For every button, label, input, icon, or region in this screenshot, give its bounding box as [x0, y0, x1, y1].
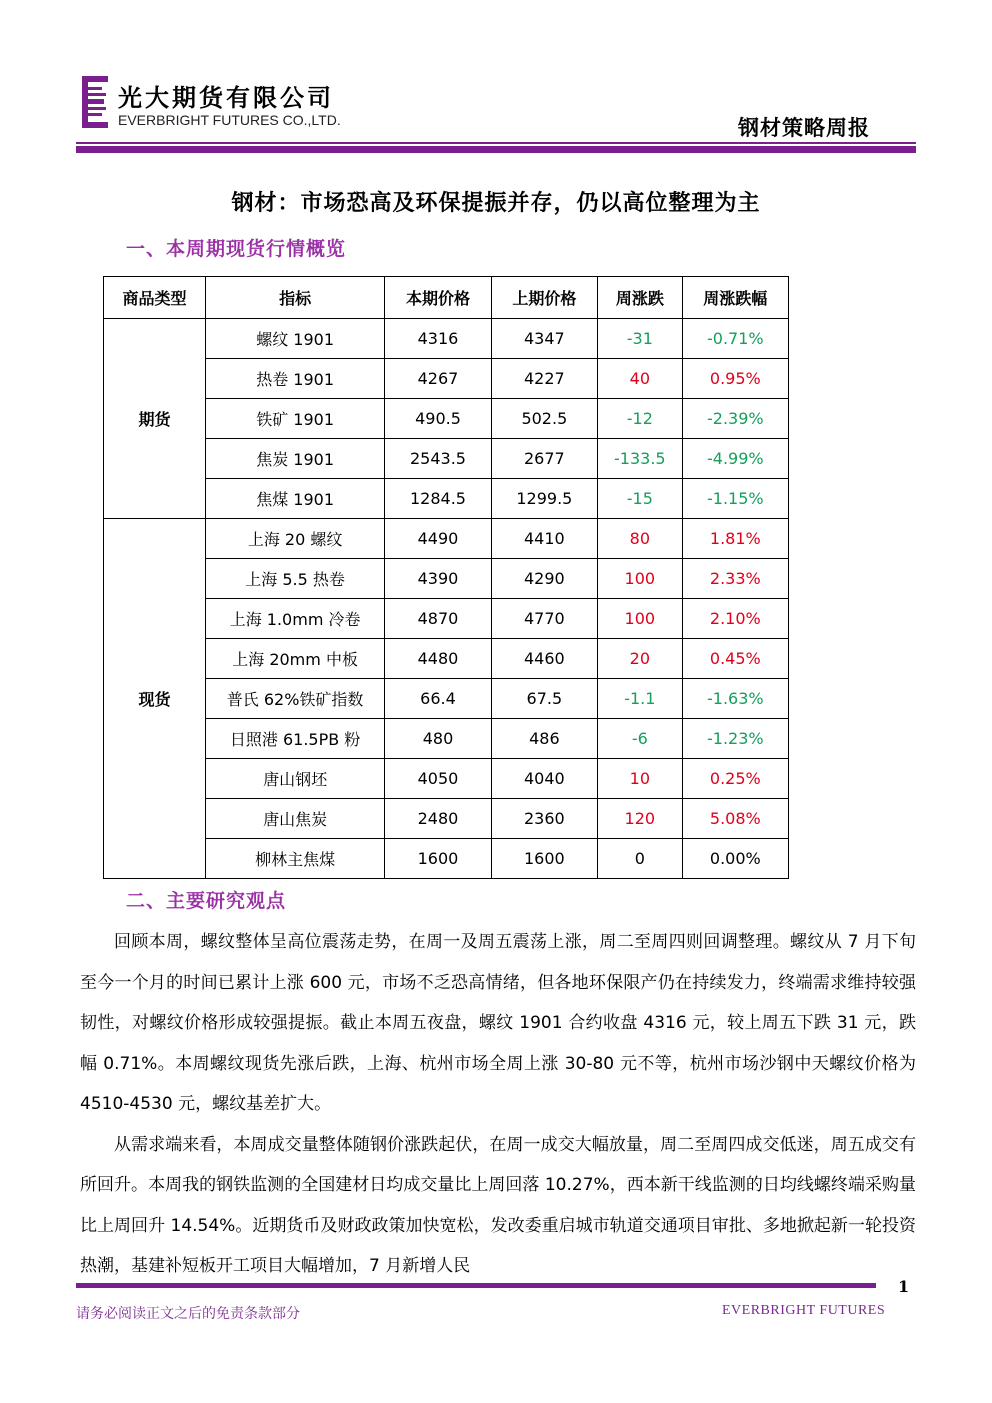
weekly-change-pct-cell: -2.39% — [682, 399, 788, 439]
table-row — [104, 719, 789, 759]
weekly-change-cell: 20 — [598, 639, 683, 679]
weekly-change-pct-cell: 2.10% — [682, 599, 788, 639]
weekly-change-pct-cell: -4.99% — [682, 439, 788, 479]
table-header-cell: 本期价格 — [385, 277, 491, 319]
table-header-cell: 周涨跌幅 — [682, 277, 788, 319]
previous-price-cell: 486 — [491, 719, 597, 759]
weekly-change-cell: 10 — [598, 759, 683, 799]
table-row — [104, 479, 789, 519]
weekly-change-cell: 80 — [598, 519, 683, 559]
current-price-cell: 4870 — [385, 599, 491, 639]
previous-price-cell: 4290 — [491, 559, 597, 599]
category-cell: 期货 — [104, 319, 206, 519]
indicator-cell: 螺纹 1901 — [205, 319, 384, 359]
table-header-cell: 指标 — [205, 277, 384, 319]
weekly-change-pct-cell: -0.71% — [682, 319, 788, 359]
previous-price-cell: 1299.5 — [491, 479, 597, 519]
document-title: 钢材：市场恐高及环保提振并存，仍以高位整理为主 — [231, 191, 761, 216]
page-number: 1 — [898, 1277, 910, 1296]
previous-price-cell: 502.5 — [491, 399, 597, 439]
current-price-cell: 480 — [385, 719, 491, 759]
weekly-change-cell: -133.5 — [598, 439, 683, 479]
market-overview-table — [103, 276, 789, 879]
table-row — [104, 639, 789, 679]
previous-price-cell: 4770 — [491, 599, 597, 639]
indicator-cell: 唐山钢坯 — [205, 759, 384, 799]
section-heading-1: 一、本周期现货行情概览 — [126, 238, 347, 260]
indicator-cell: 上海 1.0mm 冷卷 — [205, 599, 384, 639]
company-name-cn: 光大期货有限公司 — [118, 83, 334, 112]
current-price-cell: 66.4 — [385, 679, 491, 719]
previous-price-cell: 2360 — [491, 799, 597, 839]
weekly-change-pct-cell: -1.15% — [682, 479, 788, 519]
previous-price-cell: 4227 — [491, 359, 597, 399]
weekly-change-cell: -15 — [598, 479, 683, 519]
table-row — [104, 359, 789, 399]
weekly-change-cell: 0 — [598, 839, 683, 879]
current-price-cell: 1600 — [385, 839, 491, 879]
weekly-change-cell: 40 — [598, 359, 683, 399]
table-row — [104, 759, 789, 799]
category-cell: 现货 — [104, 519, 206, 879]
weekly-change-pct-cell: 0.95% — [682, 359, 788, 399]
current-price-cell: 2480 — [385, 799, 491, 839]
weekly-change-pct-cell: 0.45% — [682, 639, 788, 679]
current-price-cell: 4316 — [385, 319, 491, 359]
report-type: 钢材策略周报 — [738, 116, 870, 140]
current-price-cell: 490.5 — [385, 399, 491, 439]
current-price-cell: 4390 — [385, 559, 491, 599]
indicator-cell: 热卷 1901 — [205, 359, 384, 399]
previous-price-cell: 4410 — [491, 519, 597, 559]
weekly-change-pct-cell: 2.33% — [682, 559, 788, 599]
header-divider-thick — [76, 146, 916, 153]
weekly-change-cell: -6 — [598, 719, 683, 759]
weekly-change-cell: 100 — [598, 599, 683, 639]
weekly-change-pct-cell: -1.63% — [682, 679, 788, 719]
table-header-cell: 上期价格 — [491, 277, 597, 319]
indicator-cell: 柳林主焦煤 — [205, 839, 384, 879]
footer-disclaimer: 请务必阅读正文之后的免责条款部分 — [76, 1306, 300, 1322]
indicator-cell: 焦煤 1901 — [205, 479, 384, 519]
indicator-cell: 日照港 61.5PB 粉 — [205, 719, 384, 759]
table-header-cell: 周涨跌 — [598, 277, 683, 319]
indicator-cell: 焦炭 1901 — [205, 439, 384, 479]
table-row — [104, 559, 789, 599]
indicator-cell: 上海 20 螺纹 — [205, 519, 384, 559]
weekly-change-pct-cell: 0.25% — [682, 759, 788, 799]
footer-divider — [76, 1283, 876, 1288]
current-price-cell: 2543.5 — [385, 439, 491, 479]
weekly-change-pct-cell: 0.00% — [682, 839, 788, 879]
weekly-change-cell: -1.1 — [598, 679, 683, 719]
body-text — [80, 922, 916, 1287]
table-row — [104, 519, 789, 559]
weekly-change-cell: -31 — [598, 319, 683, 359]
company-name-en: EVERBRIGHT FUTURES CO.,LTD. — [118, 112, 341, 128]
current-price-cell: 4267 — [385, 359, 491, 399]
weekly-change-pct-cell: -1.23% — [682, 719, 788, 759]
table-row — [104, 799, 789, 839]
indicator-cell: 普氏 62%铁矿指数 — [205, 679, 384, 719]
indicator-cell: 唐山焦炭 — [205, 799, 384, 839]
previous-price-cell: 2677 — [491, 439, 597, 479]
weekly-change-cell: -12 — [598, 399, 683, 439]
current-price-cell: 4480 — [385, 639, 491, 679]
indicator-cell: 上海 20mm 中板 — [205, 639, 384, 679]
table-row — [104, 839, 789, 879]
table-header-row — [104, 277, 789, 319]
paragraph: 从需求端来看，本周成交量整体随钢价涨跌起伏，在周一成交大幅放量，周二至周四成交低迷，周五成交有所回升。本周我的钢铁监测的全国建材日均成交量比上周回落 10.27%，西本新干线监测的日均线螺终端采购量比上周回升 14.54%。近期货币及财政政策加快宽松，发改委重启城市轨道交通项目审批、多地掀起新一轮投资热潮，基建补短板开工项目大幅增加，7 月新增人民 — [80, 1134, 916, 1276]
previous-price-cell: 4460 — [491, 639, 597, 679]
previous-price-cell: 67.5 — [491, 679, 597, 719]
section-heading-2: 二、主要研究观点 — [126, 890, 287, 912]
indicator-cell: 铁矿 1901 — [205, 399, 384, 439]
paragraph: 回顾本周，螺纹整体呈高位震荡走势，在周一及周五震荡上涨，周二至周四则回调整理。螺纹从 7 月下旬至今一个月的时间已累计上涨 600 元，市场不乏恐高情绪，但各地环保限产仍在持续发力，终端需求维持较强韧性，对螺纹价格形成较强提振。截止本周五夜盘，螺纹 1901 合约收盘 4316 元，较上周五下跌 31 元，跌幅 0.71%。本周螺纹现货先涨后跌，上海、杭州市场全周上涨 30-80 元不等，杭州市场沙钢中天螺纹价格为 4510-4530 元，螺纹基差扩大。 — [80, 932, 916, 1114]
weekly-change-pct-cell: 5.08% — [682, 799, 788, 839]
current-price-cell: 4050 — [385, 759, 491, 799]
current-price-cell: 4490 — [385, 519, 491, 559]
current-price-cell: 1284.5 — [385, 479, 491, 519]
indicator-cell: 上海 5.5 热卷 — [205, 559, 384, 599]
table-row — [104, 399, 789, 439]
table-row — [104, 679, 789, 719]
table-header-cell: 商品类型 — [104, 277, 206, 319]
previous-price-cell: 1600 — [491, 839, 597, 879]
table-row — [104, 599, 789, 639]
weekly-change-cell: 100 — [598, 559, 683, 599]
weekly-change-pct-cell: 1.81% — [682, 519, 788, 559]
weekly-change-cell: 120 — [598, 799, 683, 839]
header-divider-thin — [76, 142, 916, 144]
table-row — [104, 319, 789, 359]
previous-price-cell: 4347 — [491, 319, 597, 359]
company-logo-icon — [82, 76, 108, 128]
previous-price-cell: 4040 — [491, 759, 597, 799]
footer-brand: EVERBRIGHT FUTURES — [722, 1303, 886, 1318]
table-row — [104, 439, 789, 479]
